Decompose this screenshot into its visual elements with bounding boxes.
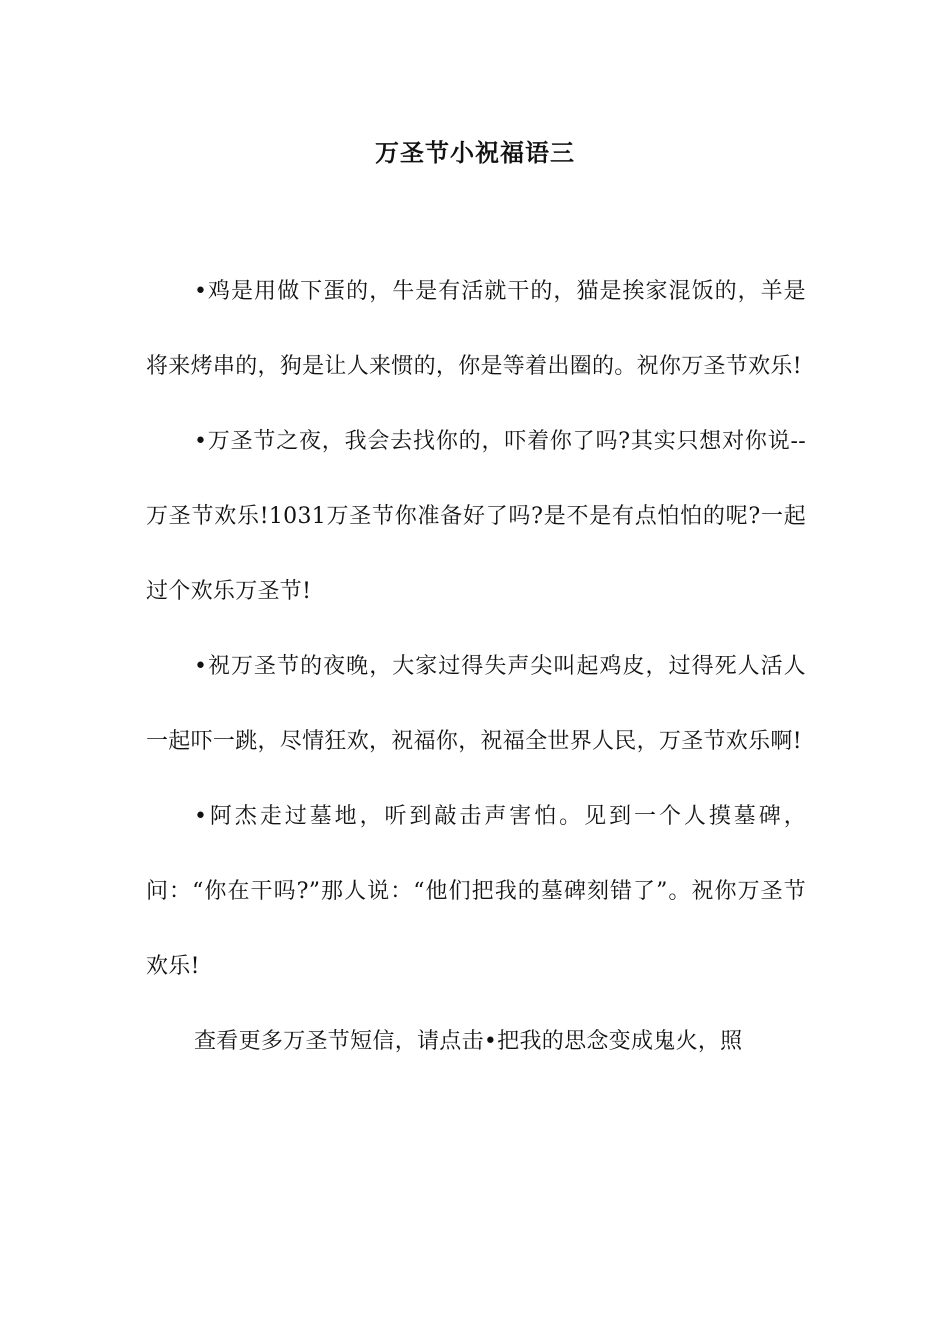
paragraph-3: •祝万圣节的夜晚，大家过得失声尖叫起鸡皮，过得死人活人一起吓一跳，尽情狂欢，祝福你，祝福全世界人民，万圣节欢乐啊! — [146, 654, 806, 754]
document-body — [146, 254, 806, 1079]
document-title: 万圣节小祝福语三 — [375, 138, 575, 167]
paragraph-4: •阿杰走过墓地，听到敲击声害怕。见到一个人摸墓碑，问：“你在干吗?”那人说：“他们把我的墓碑刻错了”。祝你万圣节欢乐! — [146, 804, 806, 979]
paragraph-5: 查看更多万圣节短信，请点击•把我的思念变成鬼火，照 — [194, 1029, 743, 1054]
paragraph-2: •万圣节之夜，我会去找你的，吓着你了吗?其实只想对你说--万圣节欢乐!1031万圣节你准备好了吗?是不是有点怕怕的呢?一起过个欢乐万圣节! — [146, 429, 806, 604]
paragraph-1: •鸡是用做下蛋的，牛是有活就干的，猫是挨家混饭的，羊是将来烤串的，狗是让人来惯的，你是等着出圈的。祝你万圣节欢乐! — [146, 279, 806, 379]
